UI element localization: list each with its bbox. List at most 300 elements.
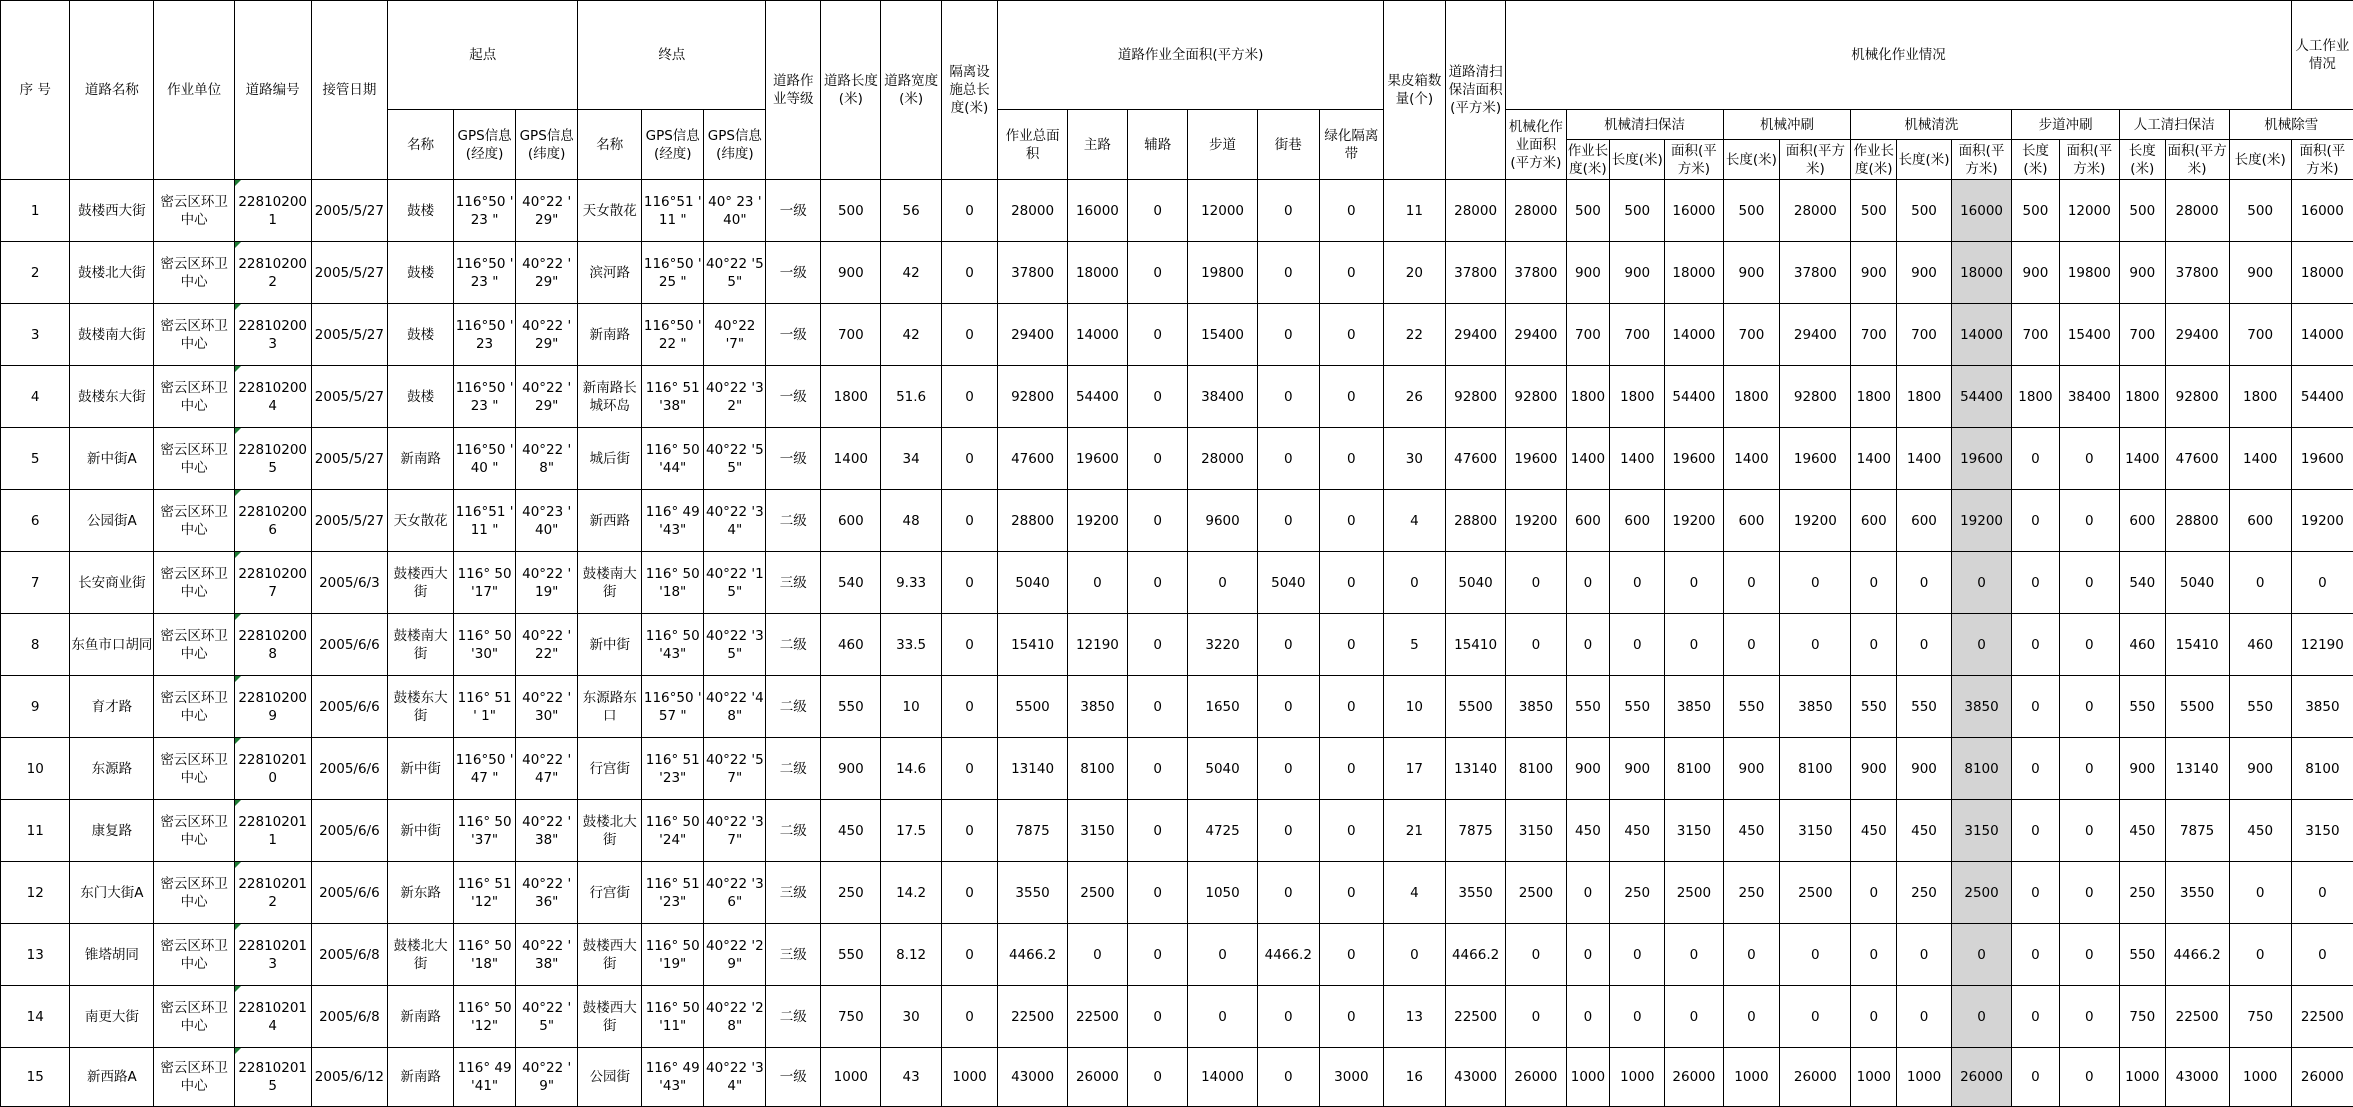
table-cell[interactable]: 37800 <box>2165 242 2229 304</box>
table-cell[interactable]: 450 <box>2119 800 2165 862</box>
table-cell[interactable]: 0 <box>1128 552 1188 614</box>
table-cell[interactable]: 40°22 '48" <box>704 676 766 738</box>
table-cell[interactable]: 3150 <box>1665 800 1723 862</box>
table-cell[interactable]: 92800 <box>998 366 1067 428</box>
table-cell[interactable]: 新西路 <box>578 490 642 552</box>
table-cell[interactable]: 0 <box>1780 552 1851 614</box>
table-cell[interactable]: 900 <box>1851 242 1897 304</box>
table-cell[interactable]: 10 <box>1 738 70 800</box>
table-cell[interactable]: 500 <box>2119 180 2165 242</box>
table-cell[interactable]: 7875 <box>2165 800 2229 862</box>
table-cell[interactable]: 40°22 '28" <box>704 986 766 1048</box>
table-cell[interactable]: 3850 <box>1506 676 1566 738</box>
table-cell[interactable]: 一级 <box>766 304 821 366</box>
table-cell[interactable]: 92800 <box>1780 366 1851 428</box>
table-cell[interactable]: 43000 <box>998 1048 1067 1107</box>
table-cell[interactable]: 3850 <box>2291 676 2353 738</box>
table-cell[interactable]: 3850 <box>1665 676 1723 738</box>
table-cell[interactable]: 116°51 ' 11 " <box>454 490 516 552</box>
table-cell[interactable]: 3550 <box>1445 862 1505 924</box>
table-cell[interactable]: 228102011 <box>234 800 311 862</box>
table-cell[interactable]: 0 <box>2229 552 2291 614</box>
table-cell[interactable]: 0 <box>1665 552 1723 614</box>
table-cell[interactable]: 1800 <box>1566 366 1610 428</box>
table-cell[interactable]: 0 <box>1780 986 1851 1048</box>
table-cell[interactable]: 1000 <box>1851 1048 1897 1107</box>
table-cell[interactable]: 0 <box>1319 552 1383 614</box>
table-cell[interactable]: 40°22 '7" <box>704 304 766 366</box>
table-cell[interactable]: 滨河路 <box>578 242 642 304</box>
table-cell[interactable]: 228102001 <box>234 180 311 242</box>
table-cell[interactable]: 新南路 <box>388 1048 454 1107</box>
table-cell[interactable]: 6 <box>1 490 70 552</box>
table-cell[interactable]: 7 <box>1 552 70 614</box>
table-cell[interactable]: 15410 <box>1445 614 1505 676</box>
table-cell[interactable]: 天女散花 <box>388 490 454 552</box>
table-cell[interactable]: 0 <box>1566 614 1610 676</box>
table-cell[interactable]: 密云区环卫中心 <box>154 366 234 428</box>
table-cell[interactable]: 0 <box>2291 862 2353 924</box>
table-cell[interactable]: 56 <box>881 180 941 242</box>
table-cell[interactable]: 40°23 ' 40" <box>516 490 578 552</box>
table-cell[interactable]: 40°22 '36" <box>704 862 766 924</box>
table-cell[interactable]: 19800 <box>1188 242 1257 304</box>
table-cell[interactable]: 0 <box>1780 614 1851 676</box>
table-cell[interactable]: 228102012 <box>234 862 311 924</box>
table-cell[interactable]: 43000 <box>2165 1048 2229 1107</box>
table-cell[interactable]: 40°22 ' 36" <box>516 862 578 924</box>
table-cell[interactable]: 500 <box>1851 180 1897 242</box>
table-cell[interactable]: 0 <box>1319 428 1383 490</box>
table-cell[interactable]: 鼓楼东大街 <box>70 366 154 428</box>
table-cell[interactable]: 1800 <box>1897 366 1952 428</box>
table-cell[interactable]: 0 <box>2012 490 2059 552</box>
table-cell[interactable]: 8100 <box>1506 738 1566 800</box>
table-cell[interactable]: 16000 <box>1951 180 2011 242</box>
table-cell[interactable]: 40°22 ' 19" <box>516 552 578 614</box>
table-cell[interactable]: 700 <box>2012 304 2059 366</box>
table-cell[interactable]: 1400 <box>1723 428 1780 490</box>
table-cell[interactable]: 40°22 ' 9" <box>516 1048 578 1107</box>
table-cell[interactable]: 0 <box>1128 304 1188 366</box>
table-cell[interactable]: 1 <box>1 180 70 242</box>
table-cell[interactable]: 东鱼市口胡同 <box>70 614 154 676</box>
table-cell[interactable]: 900 <box>821 738 881 800</box>
table-cell[interactable]: 54400 <box>1067 366 1127 428</box>
table-cell[interactable]: 0 <box>941 490 998 552</box>
table-cell[interactable]: 37800 <box>1445 242 1505 304</box>
table-cell[interactable]: 东源路 <box>70 738 154 800</box>
table-cell[interactable]: 密云区环卫中心 <box>154 800 234 862</box>
table-cell[interactable]: 54400 <box>1665 366 1723 428</box>
table-cell[interactable]: 0 <box>1128 180 1188 242</box>
table-cell[interactable]: 0 <box>1257 1048 1319 1107</box>
table-cell[interactable]: 1400 <box>1566 428 1610 490</box>
table-cell[interactable]: 19600 <box>1951 428 2011 490</box>
table-cell[interactable]: 5500 <box>2165 676 2229 738</box>
table-cell[interactable]: 228102007 <box>234 552 311 614</box>
table-cell[interactable]: 0 <box>1610 924 1665 986</box>
table-cell[interactable]: 19800 <box>2059 242 2119 304</box>
table-cell[interactable]: 0 <box>1665 924 1723 986</box>
table-cell[interactable]: 48 <box>881 490 941 552</box>
table-cell[interactable]: 500 <box>1610 180 1665 242</box>
table-cell[interactable]: 19600 <box>2291 428 2353 490</box>
table-cell[interactable]: 1650 <box>1188 676 1257 738</box>
table-cell[interactable]: 0 <box>941 180 998 242</box>
table-cell[interactable]: 40°22 ' 8" <box>516 428 578 490</box>
table-cell[interactable]: 900 <box>1897 738 1952 800</box>
table-cell[interactable]: 29400 <box>1445 304 1505 366</box>
table-cell[interactable]: 3220 <box>1188 614 1257 676</box>
table-cell[interactable]: 26000 <box>1067 1048 1127 1107</box>
table-cell[interactable]: 3850 <box>1951 676 2011 738</box>
table-cell[interactable]: 600 <box>821 490 881 552</box>
table-cell[interactable]: 116° 50 '24" <box>642 800 704 862</box>
table-cell[interactable]: 0 <box>1257 180 1319 242</box>
table-cell[interactable]: 3 <box>1 304 70 366</box>
table-cell[interactable]: 0 <box>1506 552 1566 614</box>
table-cell[interactable]: 1800 <box>1610 366 1665 428</box>
table-cell[interactable]: 0 <box>941 862 998 924</box>
table-cell[interactable]: 19600 <box>1780 428 1851 490</box>
table-cell[interactable]: 47600 <box>2165 428 2229 490</box>
table-cell[interactable]: 鼓楼西大街 <box>70 180 154 242</box>
table-cell[interactable]: 900 <box>1610 242 1665 304</box>
table-cell[interactable]: 116°50 ' 40 " <box>454 428 516 490</box>
table-cell[interactable]: 38400 <box>1188 366 1257 428</box>
table-cell[interactable]: 0 <box>1319 180 1383 242</box>
table-cell[interactable]: 28000 <box>1780 180 1851 242</box>
table-cell[interactable]: 0 <box>1851 924 1897 986</box>
table-cell[interactable]: 228102003 <box>234 304 311 366</box>
table-cell[interactable]: 37800 <box>1506 242 1566 304</box>
table-cell[interactable]: 116°51 ' 11 " <box>642 180 704 242</box>
table-cell[interactable]: 新中街 <box>388 738 454 800</box>
table-cell[interactable]: 0 <box>1188 552 1257 614</box>
table-cell[interactable]: 116° 51 '12" <box>454 862 516 924</box>
table-cell[interactable]: 40°22 '34" <box>704 490 766 552</box>
table-cell[interactable]: 0 <box>2229 862 2291 924</box>
table-cell[interactable]: 0 <box>1610 614 1665 676</box>
table-cell[interactable]: 28000 <box>998 180 1067 242</box>
table-cell[interactable]: 0 <box>2059 924 2119 986</box>
table-cell[interactable]: 1400 <box>1851 428 1897 490</box>
table-cell[interactable]: 28000 <box>2165 180 2229 242</box>
table-cell[interactable]: 17.5 <box>881 800 941 862</box>
table-cell[interactable]: 0 <box>941 242 998 304</box>
table-cell[interactable]: 0 <box>1257 428 1319 490</box>
table-cell[interactable]: 8100 <box>1780 738 1851 800</box>
table-cell[interactable]: 0 <box>1128 614 1188 676</box>
table-cell[interactable]: 250 <box>1610 862 1665 924</box>
table-cell[interactable]: 7875 <box>1445 800 1505 862</box>
table-cell[interactable]: 40°22 '55" <box>704 428 766 490</box>
table-cell[interactable]: 1400 <box>2119 428 2165 490</box>
table-cell[interactable]: 0 <box>1128 490 1188 552</box>
table-cell[interactable]: 900 <box>1566 242 1610 304</box>
table-cell[interactable]: 0 <box>1951 924 2011 986</box>
table-cell[interactable]: 5040 <box>1445 552 1505 614</box>
table-cell[interactable]: 0 <box>1257 490 1319 552</box>
table-cell[interactable]: 0 <box>941 738 998 800</box>
table-cell[interactable]: 19600 <box>1506 428 1566 490</box>
table-cell[interactable]: 16 <box>1383 1048 1445 1107</box>
table-cell[interactable]: 0 <box>2012 924 2059 986</box>
table-cell[interactable]: 0 <box>1257 800 1319 862</box>
table-cell[interactable]: 二级 <box>766 676 821 738</box>
table-cell[interactable]: 1400 <box>2229 428 2291 490</box>
table-cell[interactable]: 26000 <box>1951 1048 2011 1107</box>
table-cell[interactable]: 一级 <box>766 428 821 490</box>
table-cell[interactable]: 450 <box>1851 800 1897 862</box>
table-cell[interactable]: 1000 <box>2229 1048 2291 1107</box>
table-cell[interactable]: 4466.2 <box>998 924 1067 986</box>
table-cell[interactable]: 92800 <box>1506 366 1566 428</box>
table-cell[interactable]: 19600 <box>1067 428 1127 490</box>
table-cell[interactable]: 116°50 ' 23 " <box>454 242 516 304</box>
table-cell[interactable]: 26000 <box>1780 1048 1851 1107</box>
table-cell[interactable]: 密云区环卫中心 <box>154 924 234 986</box>
table-cell[interactable]: 228102004 <box>234 366 311 428</box>
table-cell[interactable]: 600 <box>2229 490 2291 552</box>
table-cell[interactable]: 0 <box>1319 242 1383 304</box>
table-cell[interactable]: 1000 <box>1897 1048 1952 1107</box>
table-cell[interactable]: 900 <box>1723 738 1780 800</box>
table-cell[interactable]: 1000 <box>1610 1048 1665 1107</box>
table-cell[interactable]: 500 <box>1566 180 1610 242</box>
table-cell[interactable]: 0 <box>2059 614 2119 676</box>
table-cell[interactable]: 460 <box>2119 614 2165 676</box>
table-cell[interactable]: 0 <box>2229 924 2291 986</box>
table-cell[interactable]: 116° 50 '19" <box>642 924 704 986</box>
table-cell[interactable]: 密云区环卫中心 <box>154 180 234 242</box>
table-cell[interactable]: 0 <box>1319 304 1383 366</box>
table-cell[interactable]: 0 <box>1506 614 1566 676</box>
table-cell[interactable]: 9 <box>1 676 70 738</box>
table-cell[interactable]: 0 <box>1257 676 1319 738</box>
table-cell[interactable]: 29400 <box>1780 304 1851 366</box>
table-cell[interactable]: 700 <box>1723 304 1780 366</box>
table-cell[interactable]: 450 <box>1566 800 1610 862</box>
table-cell[interactable]: 116° 50 '18" <box>642 552 704 614</box>
table-cell[interactable]: 40°22 ' 47" <box>516 738 578 800</box>
table-cell[interactable]: 二级 <box>766 738 821 800</box>
table-cell[interactable]: 鼓楼南大街 <box>388 614 454 676</box>
table-cell[interactable]: 28800 <box>2165 490 2229 552</box>
table-cell[interactable]: 92800 <box>1445 366 1505 428</box>
table-cell[interactable]: 450 <box>1610 800 1665 862</box>
table-cell[interactable]: 一级 <box>766 180 821 242</box>
table-cell[interactable]: 鼓楼 <box>388 304 454 366</box>
table-cell[interactable]: 250 <box>1897 862 1952 924</box>
table-cell[interactable]: 4 <box>1383 862 1445 924</box>
table-cell[interactable]: 0 <box>2059 800 2119 862</box>
table-cell[interactable]: 116° 50 '18" <box>454 924 516 986</box>
table-cell[interactable]: 40°22 ' 5" <box>516 986 578 1048</box>
table-cell[interactable]: 0 <box>2012 676 2059 738</box>
table-cell[interactable]: 16000 <box>2291 180 2353 242</box>
table-cell[interactable]: 500 <box>1723 180 1780 242</box>
table-cell[interactable]: 18000 <box>2291 242 2353 304</box>
table-cell[interactable]: 0 <box>1897 924 1952 986</box>
table-cell[interactable]: 0 <box>2059 738 2119 800</box>
table-cell[interactable]: 228102010 <box>234 738 311 800</box>
table-cell[interactable]: 14000 <box>1665 304 1723 366</box>
table-cell[interactable]: 14 <box>1 986 70 1048</box>
table-cell[interactable]: 700 <box>1566 304 1610 366</box>
table-cell[interactable]: 新中街A <box>70 428 154 490</box>
table-cell[interactable]: 116° 49 '41" <box>454 1048 516 1107</box>
table-cell[interactable]: 14000 <box>1067 304 1127 366</box>
table-cell[interactable]: 0 <box>1566 924 1610 986</box>
table-cell[interactable]: 1400 <box>1610 428 1665 490</box>
table-cell[interactable]: 0 <box>1610 986 1665 1048</box>
table-cell[interactable]: 0 <box>1319 490 1383 552</box>
table-cell[interactable]: 新西路A <box>70 1048 154 1107</box>
table-cell[interactable]: 0 <box>1951 614 2011 676</box>
table-cell[interactable]: 0 <box>1128 924 1188 986</box>
table-cell[interactable]: 天女散花 <box>578 180 642 242</box>
table-cell[interactable]: 南更大街 <box>70 986 154 1048</box>
table-cell[interactable]: 28000 <box>1188 428 1257 490</box>
table-cell[interactable]: 11 <box>1 800 70 862</box>
table-cell[interactable]: 500 <box>1897 180 1952 242</box>
table-cell[interactable]: 2005/5/27 <box>311 428 388 490</box>
table-cell[interactable]: 900 <box>1610 738 1665 800</box>
table-cell[interactable]: 54400 <box>1951 366 2011 428</box>
table-cell[interactable]: 26000 <box>1506 1048 1566 1107</box>
table-cell[interactable]: 18000 <box>1067 242 1127 304</box>
table-cell[interactable]: 900 <box>1851 738 1897 800</box>
table-cell[interactable]: 11 <box>1383 180 1445 242</box>
table-cell[interactable]: 5040 <box>2165 552 2229 614</box>
table-cell[interactable]: 13140 <box>1445 738 1505 800</box>
table-cell[interactable]: 0 <box>1319 800 1383 862</box>
table-cell[interactable]: 2005/6/6 <box>311 676 388 738</box>
table-cell[interactable]: 0 <box>1319 614 1383 676</box>
table-cell[interactable]: 228102015 <box>234 1048 311 1107</box>
table-cell[interactable]: 228102013 <box>234 924 311 986</box>
table-cell[interactable]: 2500 <box>1506 862 1566 924</box>
table-cell[interactable]: 600 <box>1723 490 1780 552</box>
table-cell[interactable]: 0 <box>1319 986 1383 1048</box>
table-cell[interactable]: 0 <box>1188 986 1257 1048</box>
table-cell[interactable]: 550 <box>1897 676 1952 738</box>
table-cell[interactable]: 鼓楼 <box>388 242 454 304</box>
table-cell[interactable]: 4466.2 <box>1445 924 1505 986</box>
table-cell[interactable]: 116° 50 '11" <box>642 986 704 1048</box>
table-cell[interactable]: 40° 23 ' 40" <box>704 180 766 242</box>
table-cell[interactable]: 10 <box>881 676 941 738</box>
table-cell[interactable]: 2005/6/12 <box>311 1048 388 1107</box>
table-cell[interactable]: 密云区环卫中心 <box>154 242 234 304</box>
table-cell[interactable]: 43 <box>881 1048 941 1107</box>
table-cell[interactable]: 116° 51 '23" <box>642 738 704 800</box>
table-cell[interactable]: 2005/5/27 <box>311 304 388 366</box>
table-cell[interactable]: 21 <box>1383 800 1445 862</box>
table-cell[interactable]: 1800 <box>2012 366 2059 428</box>
table-cell[interactable]: 40°22 ' 38" <box>516 924 578 986</box>
table-cell[interactable]: 8100 <box>1665 738 1723 800</box>
table-cell[interactable]: 2500 <box>1067 862 1127 924</box>
table-cell[interactable]: 37800 <box>1780 242 1851 304</box>
table-cell[interactable]: 0 <box>1566 552 1610 614</box>
table-cell[interactable]: 0 <box>2012 800 2059 862</box>
table-cell[interactable]: 0 <box>1897 614 1952 676</box>
table-cell[interactable]: 92800 <box>2165 366 2229 428</box>
table-cell[interactable]: 700 <box>821 304 881 366</box>
table-cell[interactable]: 28000 <box>1506 180 1566 242</box>
table-cell[interactable]: 0 <box>1128 986 1188 1048</box>
table-cell[interactable]: 22500 <box>1445 986 1505 1048</box>
table-cell[interactable]: 0 <box>1723 614 1780 676</box>
table-cell[interactable]: 密云区环卫中心 <box>154 676 234 738</box>
table-cell[interactable]: 行宫街 <box>578 862 642 924</box>
table-cell[interactable]: 0 <box>1128 242 1188 304</box>
table-cell[interactable]: 40°22 '37" <box>704 800 766 862</box>
table-cell[interactable]: 40°22 ' 29" <box>516 242 578 304</box>
table-cell[interactable]: 0 <box>2012 738 2059 800</box>
table-cell[interactable]: 8100 <box>2291 738 2353 800</box>
table-cell[interactable]: 550 <box>1566 676 1610 738</box>
table-cell[interactable]: 鼓楼南大街 <box>578 552 642 614</box>
table-cell[interactable]: 0 <box>1067 924 1127 986</box>
table-cell[interactable]: 鼓楼西大街 <box>578 924 642 986</box>
table-cell[interactable]: 3000 <box>1319 1048 1383 1107</box>
table-cell[interactable]: 750 <box>821 986 881 1048</box>
table-cell[interactable]: 5500 <box>1445 676 1505 738</box>
table-cell[interactable]: 16000 <box>1665 180 1723 242</box>
table-cell[interactable]: 12000 <box>1188 180 1257 242</box>
table-cell[interactable]: 40°22 ' 29" <box>516 366 578 428</box>
table-cell[interactable]: 19600 <box>1665 428 1723 490</box>
table-cell[interactable]: 40°22 ' 29" <box>516 180 578 242</box>
table-cell[interactable]: 228102002 <box>234 242 311 304</box>
table-cell[interactable]: 42 <box>881 304 941 366</box>
table-cell[interactable]: 500 <box>821 180 881 242</box>
table-cell[interactable]: 0 <box>1319 738 1383 800</box>
table-cell[interactable]: 116° 49 '43" <box>642 490 704 552</box>
table-cell[interactable]: 19200 <box>1067 490 1127 552</box>
table-cell[interactable]: 600 <box>1566 490 1610 552</box>
table-cell[interactable]: 三级 <box>766 924 821 986</box>
table-cell[interactable]: 15410 <box>2165 614 2229 676</box>
table-cell[interactable]: 0 <box>1128 862 1188 924</box>
table-cell[interactable]: 密云区环卫中心 <box>154 304 234 366</box>
table-cell[interactable]: 0 <box>1257 862 1319 924</box>
table-cell[interactable]: 15400 <box>2059 304 2119 366</box>
table-cell[interactable]: 116°50 ' 47 " <box>454 738 516 800</box>
table-cell[interactable]: 14000 <box>1188 1048 1257 1107</box>
table-cell[interactable]: 0 <box>1128 1048 1188 1107</box>
table-cell[interactable]: 0 <box>1128 676 1188 738</box>
table-cell[interactable]: 116° 50 '12" <box>454 986 516 1048</box>
table-cell[interactable]: 0 <box>1780 924 1851 986</box>
table-cell[interactable]: 鼓楼北大街 <box>388 924 454 986</box>
table-cell[interactable]: 一级 <box>766 1048 821 1107</box>
table-cell[interactable]: 0 <box>1319 924 1383 986</box>
table-cell[interactable]: 40°22 ' 30" <box>516 676 578 738</box>
table-cell[interactable]: 新南路 <box>388 986 454 1048</box>
table-cell[interactable]: 15 <box>1 1048 70 1107</box>
table-cell[interactable]: 116° 50 '37" <box>454 800 516 862</box>
table-cell[interactable]: 3150 <box>2291 800 2353 862</box>
table-cell[interactable]: 550 <box>2229 676 2291 738</box>
table-cell[interactable]: 0 <box>1257 304 1319 366</box>
table-cell[interactable]: 12000 <box>2059 180 2119 242</box>
table-cell[interactable]: 116°50 ' 23 " <box>454 180 516 242</box>
